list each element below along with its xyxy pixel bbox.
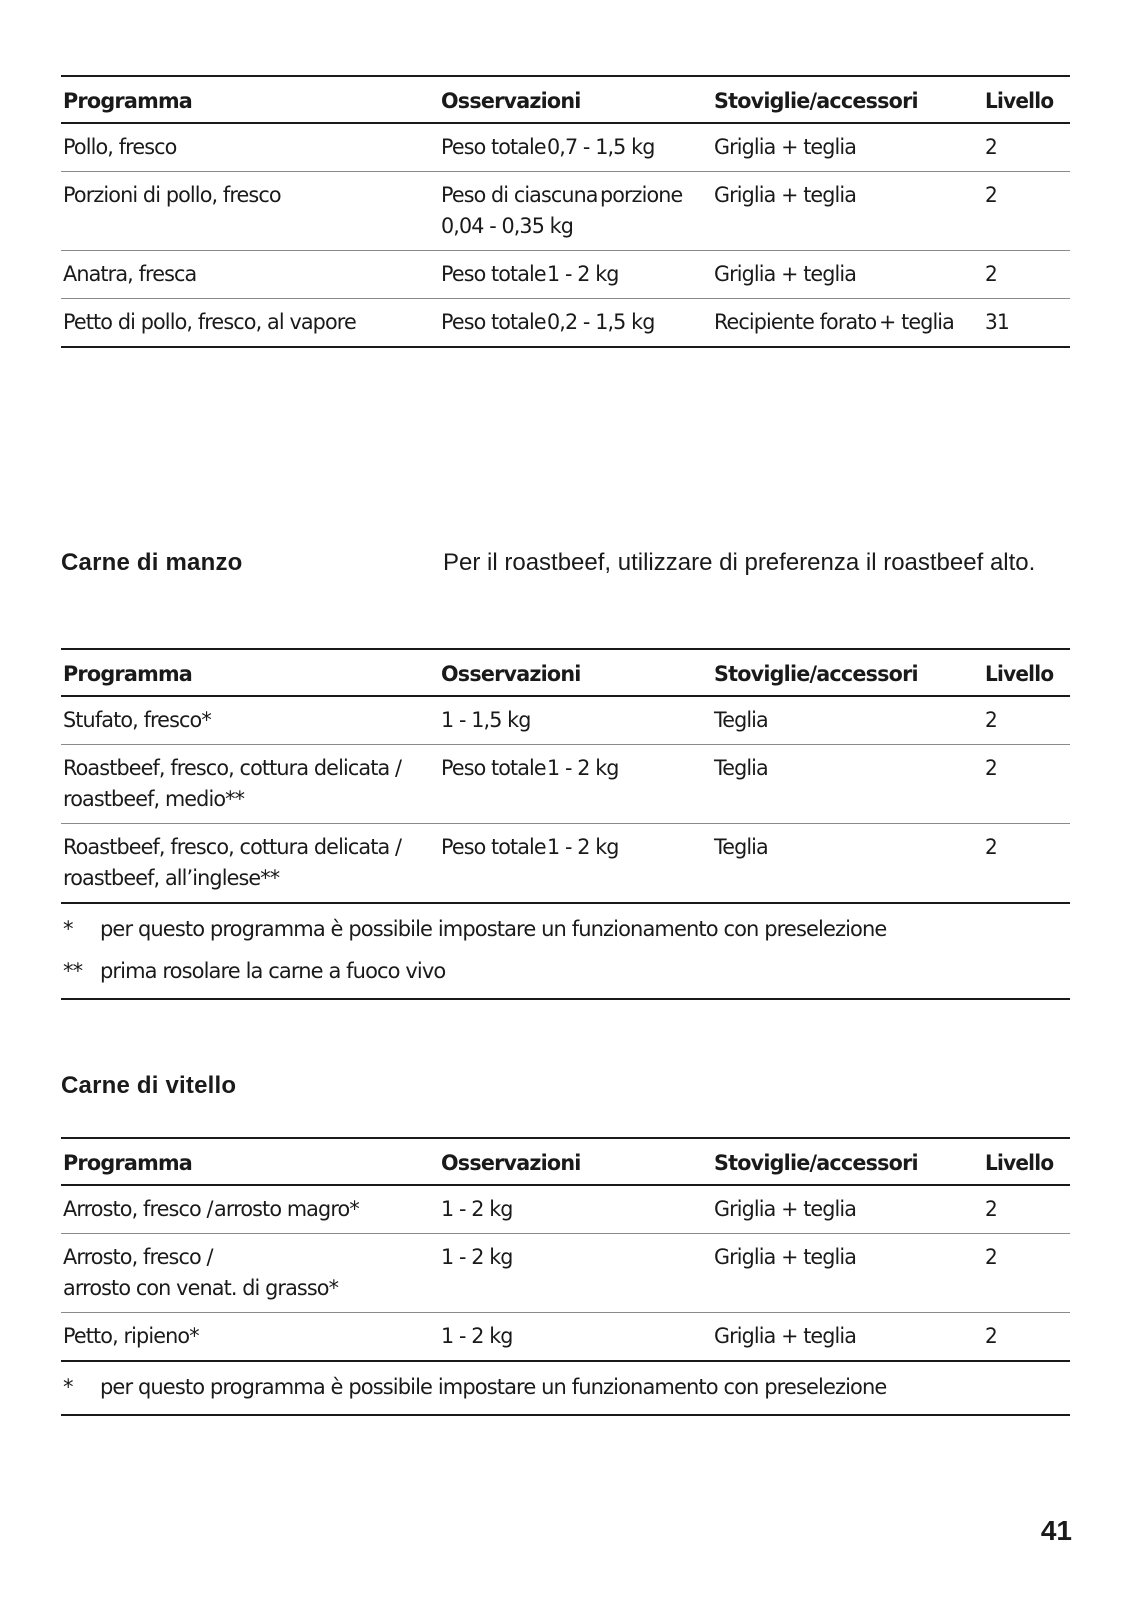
table-body xyxy=(61,124,1070,348)
livello-cell xyxy=(983,307,1070,338)
stoviglie-cell xyxy=(712,180,983,242)
cell-line: arrosto magro* xyxy=(214,1197,360,1221)
osservazioni-cell xyxy=(439,180,712,242)
osservazioni-cell xyxy=(439,259,712,290)
cell-line: 2 xyxy=(985,1324,997,1348)
cell-line: Petto, ripieno* xyxy=(63,1324,199,1348)
table-row xyxy=(61,824,1070,904)
cell-line: 1 - 2 kg xyxy=(441,1197,513,1221)
programma-cell xyxy=(61,832,439,894)
table-row xyxy=(61,251,1070,299)
osservazioni-cell xyxy=(439,832,712,894)
osservazioni-cell xyxy=(439,132,712,163)
cell-line: Peso totale xyxy=(441,262,546,286)
stoviglie-cell xyxy=(712,259,983,290)
footnote xyxy=(61,950,1070,992)
stoviglie-cell xyxy=(712,1321,983,1352)
cell-line: Recipiente forato xyxy=(714,310,877,334)
osservazioni-cell xyxy=(439,1194,712,1225)
table-row xyxy=(61,697,1070,745)
programma-cell xyxy=(61,259,439,290)
table-footnotes xyxy=(61,904,1070,1000)
cell-line: Peso totale xyxy=(441,835,546,859)
programma-cell xyxy=(61,753,439,815)
stoviglie-cell xyxy=(712,1242,983,1304)
cell-line: Roastbeef, fresco, cottura delicata / xyxy=(63,835,402,859)
table-row xyxy=(61,1313,1070,1362)
column-header-osservazioni: Osservazioni xyxy=(441,1151,581,1175)
footnote-mark: * xyxy=(63,917,73,941)
cell-line: 1 - 1,5 kg xyxy=(441,708,531,732)
page-number: 41 xyxy=(1040,1515,1072,1546)
livello-cell xyxy=(983,832,1070,894)
table-header xyxy=(61,1139,1070,1186)
table-row xyxy=(61,745,1070,824)
table-row xyxy=(61,1186,1070,1234)
livello-cell xyxy=(983,753,1070,815)
cell-line: Peso totale xyxy=(441,756,546,780)
cell-line: Pollo, fresco xyxy=(63,135,177,159)
cell-line: Griglia + teglia xyxy=(714,1197,857,1221)
cell-line: Arrosto, fresco / xyxy=(63,1197,213,1221)
cell-line: Teglia xyxy=(714,756,768,780)
footnote-mark: ** xyxy=(63,959,83,983)
table-body xyxy=(61,697,1070,904)
programma-cell xyxy=(61,307,439,338)
cell-line: 3 xyxy=(985,310,997,334)
osservazioni-cell xyxy=(439,1242,712,1304)
osservazioni-cell xyxy=(439,705,712,736)
cell-line: Peso totale xyxy=(441,310,546,334)
column-header-stoviglie: Stoviglie/accessori xyxy=(714,89,918,113)
column-header-osservazioni: Osservazioni xyxy=(441,89,581,113)
programma-cell xyxy=(61,1194,439,1225)
table-row xyxy=(61,172,1070,251)
cell-line: 1 xyxy=(997,310,1010,334)
livello-cell xyxy=(983,259,1070,290)
column-header-osservazioni: Osservazioni xyxy=(441,662,581,686)
column-header-programma: Programma xyxy=(63,1151,193,1175)
cell-line: roastbeef, all’inglese** xyxy=(63,866,280,890)
column-header-stoviglie: Stoviglie/accessori xyxy=(714,662,918,686)
footnote-mark: * xyxy=(63,1375,73,1399)
programma-cell xyxy=(61,180,439,242)
cell-line: 1 - 2 kg xyxy=(547,756,619,780)
cell-line: 0,04 - 0,35 kg xyxy=(441,214,574,238)
stoviglie-cell xyxy=(712,307,983,338)
cell-line: 0,2 - 1,5 kg xyxy=(547,310,655,334)
cell-line: 1 - 2 kg xyxy=(441,1324,513,1348)
osservazioni-cell xyxy=(439,753,712,815)
veal-table xyxy=(61,1137,1070,1416)
livello-cell xyxy=(983,1321,1070,1352)
column-header-stoviglie: Stoviglie/accessori xyxy=(714,1151,918,1175)
cell-line: 2 xyxy=(985,1197,997,1221)
footnote-text: per questo programma è possibile impostare un funzionamento con preselezione xyxy=(100,917,887,941)
column-header-livello: Livello xyxy=(985,89,1054,113)
cell-line: Roastbeef, fresco, cottura delicata / xyxy=(63,756,402,780)
cell-line: Arrosto, fresco / xyxy=(63,1245,213,1269)
cell-line: 1 - 2 kg xyxy=(441,1245,513,1269)
footnote-text: per questo programma è possibile impostare un funzionamento con preselezione xyxy=(100,1375,887,1399)
column-header-programma: Programma xyxy=(63,662,193,686)
stoviglie-cell xyxy=(712,753,983,815)
cell-line: Griglia + teglia xyxy=(714,262,857,286)
cell-line: + teglia xyxy=(878,310,954,334)
cell-line: roastbeef, medio** xyxy=(63,787,245,811)
cell-line: porzione xyxy=(599,183,683,207)
cell-line: Griglia + teglia xyxy=(714,1324,857,1348)
programma-cell xyxy=(61,705,439,736)
cell-line: 2 xyxy=(985,835,997,859)
cell-line: Peso di ciascuna xyxy=(441,183,598,207)
stoviglie-cell xyxy=(712,832,983,894)
beef-table xyxy=(61,648,1070,1000)
cell-line: 2 xyxy=(985,262,997,286)
column-header-livello: Livello xyxy=(985,1151,1054,1175)
cell-line: 2 xyxy=(985,135,997,159)
cell-line: 1 - 2 kg xyxy=(547,835,619,859)
column-header-livello: Livello xyxy=(985,662,1054,686)
footnote xyxy=(61,908,1070,950)
cell-line: 1 - 2 kg xyxy=(547,262,619,286)
table-row xyxy=(61,124,1070,172)
footnote xyxy=(61,1366,1070,1408)
cell-line: Stufato, fresco* xyxy=(63,708,211,732)
cell-line: Griglia + teglia xyxy=(714,1245,857,1269)
poultry-table xyxy=(61,75,1070,348)
programma-cell xyxy=(61,1242,439,1304)
table-row xyxy=(61,1234,1070,1313)
table-footnotes xyxy=(61,1362,1070,1416)
livello-cell xyxy=(983,1194,1070,1225)
cell-line: Porzioni di pollo, fresco xyxy=(63,183,281,207)
stoviglie-cell xyxy=(712,132,983,163)
table-row xyxy=(61,299,1070,348)
table-header xyxy=(61,650,1070,697)
footnote-text: prima rosolare la carne a fuoco vivo xyxy=(100,959,446,983)
cell-line: 2 xyxy=(985,708,997,732)
livello-cell xyxy=(983,132,1070,163)
cell-line: 2 xyxy=(985,1245,997,1269)
programma-cell xyxy=(61,1321,439,1352)
stoviglie-cell xyxy=(712,705,983,736)
cell-line: Anatra, fresca xyxy=(63,262,197,286)
section-description-beef: Per il roastbeef, utilizzare di preferenza il roastbeef alto. xyxy=(443,549,1036,576)
osservazioni-cell xyxy=(439,307,712,338)
cell-line: Petto di pollo, fresco, al vapore xyxy=(63,310,356,334)
table-body xyxy=(61,1186,1070,1362)
cell-line: Griglia + teglia xyxy=(714,183,857,207)
cell-line: arrosto con venat. di grasso* xyxy=(63,1276,339,1300)
section-title-veal: Carne di vitello xyxy=(61,1072,237,1099)
cell-line: Teglia xyxy=(714,835,768,859)
cell-line: Peso totale xyxy=(441,135,546,159)
programma-cell xyxy=(61,132,439,163)
stoviglie-cell xyxy=(712,1194,983,1225)
cell-line: 2 xyxy=(985,183,997,207)
cell-line: Teglia xyxy=(714,708,768,732)
livello-cell xyxy=(983,705,1070,736)
cell-line: Griglia + teglia xyxy=(714,135,857,159)
livello-cell xyxy=(983,180,1070,242)
cell-line: 0,7 - 1,5 kg xyxy=(547,135,655,159)
section-title-beef: Carne di manzo xyxy=(61,549,243,576)
osservazioni-cell xyxy=(439,1321,712,1352)
table-header xyxy=(61,77,1070,124)
livello-cell xyxy=(983,1242,1070,1304)
cell-line: 2 xyxy=(985,756,997,780)
column-header-programma: Programma xyxy=(63,89,193,113)
